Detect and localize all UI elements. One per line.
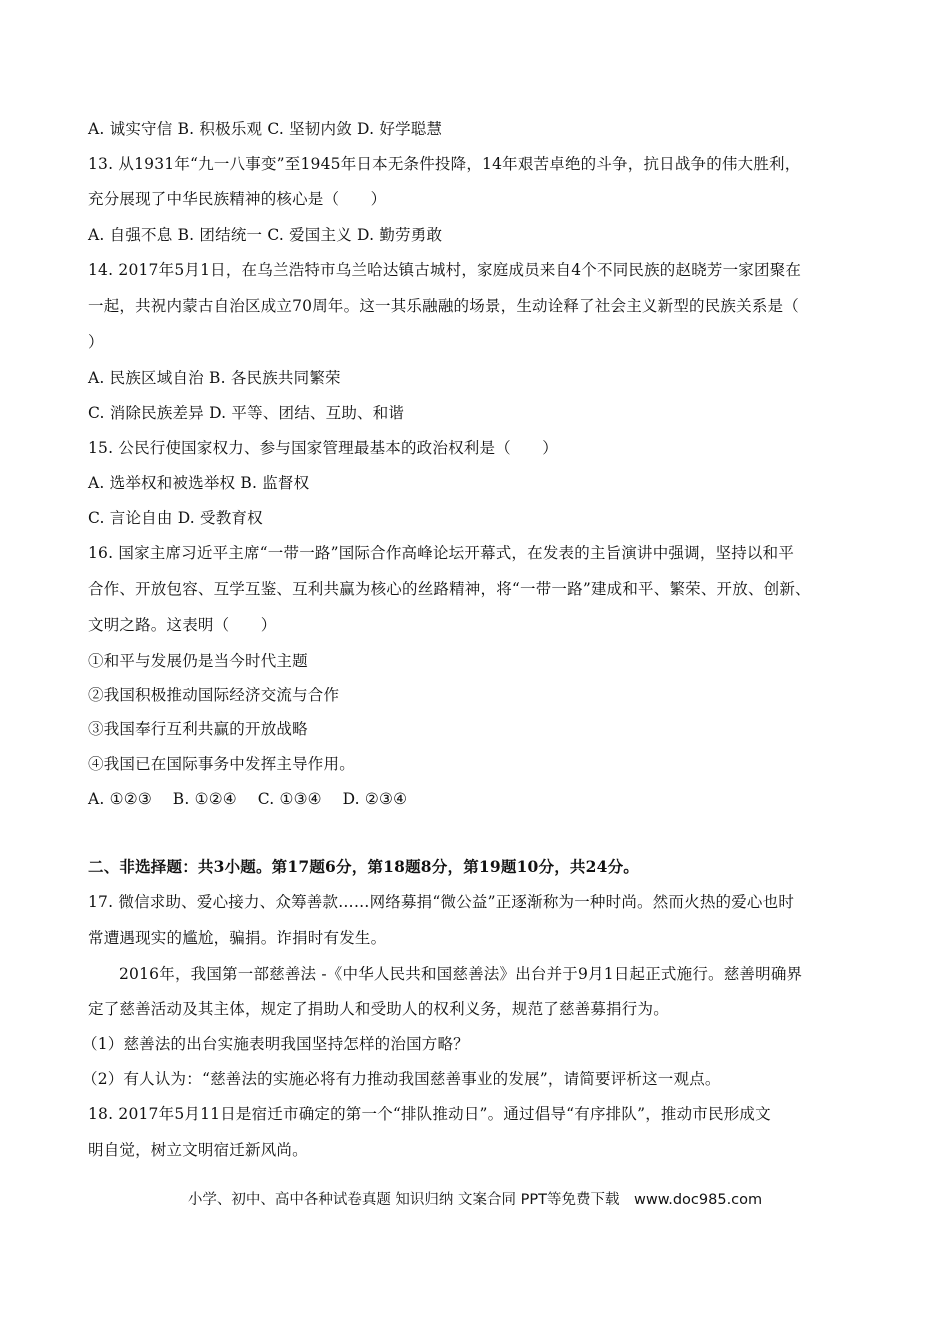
q16-statement-1: ①和平与发展仍是当今时代主题 (88, 652, 308, 670)
q17-sub-question-1: （1）慈善法的出台实施表明我国坚持怎样的治国方略？ (82, 1035, 469, 1053)
q16-stem-line-1: 16. 国家主席习近平主席“一带一路”国际合作高峰论坛开幕式，在发表的主旨演讲中强调，坚持以和平 (88, 544, 795, 562)
q17-sub-question-2: （2）有人认为：“慈善法的实施必将有力推动我国慈善事业的发展”，请简要评析这一观点。 (82, 1070, 721, 1088)
q16-stem-line-3: 文明之路。这表明（ ） (88, 616, 277, 634)
q17-stem-line-2: 常遭遇现实的尴尬，骗捐。诈捐时有发生。 (88, 929, 387, 947)
q14-stem-line-2: 一起，共祝内蒙古自治区成立70周年。这一其乐融融的场景，生动诠释了社会主义新型的民族关系是（ (88, 297, 799, 315)
q13-options: A. 自强不息 B. 团结统一 C. 爱国主义 D. 勤劳勇敢 (88, 226, 443, 244)
q18-stem-line-2: 明自觉，树立文明宿迁新风尚。 (88, 1141, 308, 1159)
q18-stem-line-1: 18. 2017年5月11日是宿迁市确定的第一个“排队推动日”。通过倡导“有序排队”，推动市民形成文 (88, 1105, 771, 1123)
q16-options: A. ①②③ B. ①②④ C. ①③④ D. ②③④ (88, 790, 408, 808)
q14-stem-line-3: ） (88, 333, 104, 351)
page-footer: 小学、初中、高中各种试卷真题 知识归纳 文案合同 PPT等免费下载 www.doc985.com (187, 1192, 763, 1208)
q16-statement-3: ③我国奉行互利共赢的开放战略 (88, 720, 308, 738)
q15-options-line-1: A. 选举权和被选举权 B. 监督权 (88, 474, 310, 492)
q15-options-line-2: C. 言论自由 D. 受教育权 (88, 509, 263, 527)
section-heading-non-choice: 二、非选择题：共3小题。第17题6分，第18题8分，第19题10分，共24分。 (88, 857, 640, 876)
q16-statement-4: ④我国已在国际事务中发挥主导作用。 (88, 755, 355, 773)
q14-options-line-1: A. 民族区域自治 B. 各民族共同繁荣 (88, 369, 341, 387)
q14-stem-line-1: 14. 2017年5月1日，在乌兰浩特市乌兰哈达镇古城村，家庭成员来自4个不同民族的赵晓芳一家团聚在 (88, 261, 802, 279)
q15-stem: 15. 公民行使国家权力、参与国家管理最基本的政治权利是（ ） (88, 439, 558, 457)
q16-stem-line-2: 合作、开放包容、互学互鉴、互利共赢为核心的丝路精神，将“一带一路”建成和平、繁荣、开放、创新、 (88, 580, 811, 598)
q17-material-line-2: 定了慈善活动及其主体，规定了捐助人和受助人的权利义务，规范了慈善募捐行为。 (88, 1000, 669, 1018)
q17-material-line-1: 2016年，我国第一部慈善法 -《中华人民共和国慈善法》出台并于9月1日起正式施行。慈善明确界 (119, 965, 803, 983)
q13-stem-line-2: 充分展现了中华民族精神的核心是（ ） (88, 190, 387, 208)
q12-options: A. 诚实守信 B. 积极乐观 C. 坚韧内敛 D. 好学聪慧 (88, 120, 443, 138)
q17-stem-line-1: 17. 微信求助、爱心接力、众筹善款……网络募捐“微公益”正逐渐称为一种时尚。然而火热的爱心也时 (88, 893, 795, 911)
q16-statement-2: ②我国积极推动国际经济交流与合作 (88, 686, 340, 704)
q14-options-line-2: C. 消除民族差异 D. 平等、团结、互助、和谐 (88, 404, 405, 422)
q13-stem-line-1: 13. 从1931年“九一八事变”至1945年日本无条件投降，14年艰苦卓绝的斗争，抗日战争的伟大胜利， (88, 155, 801, 173)
